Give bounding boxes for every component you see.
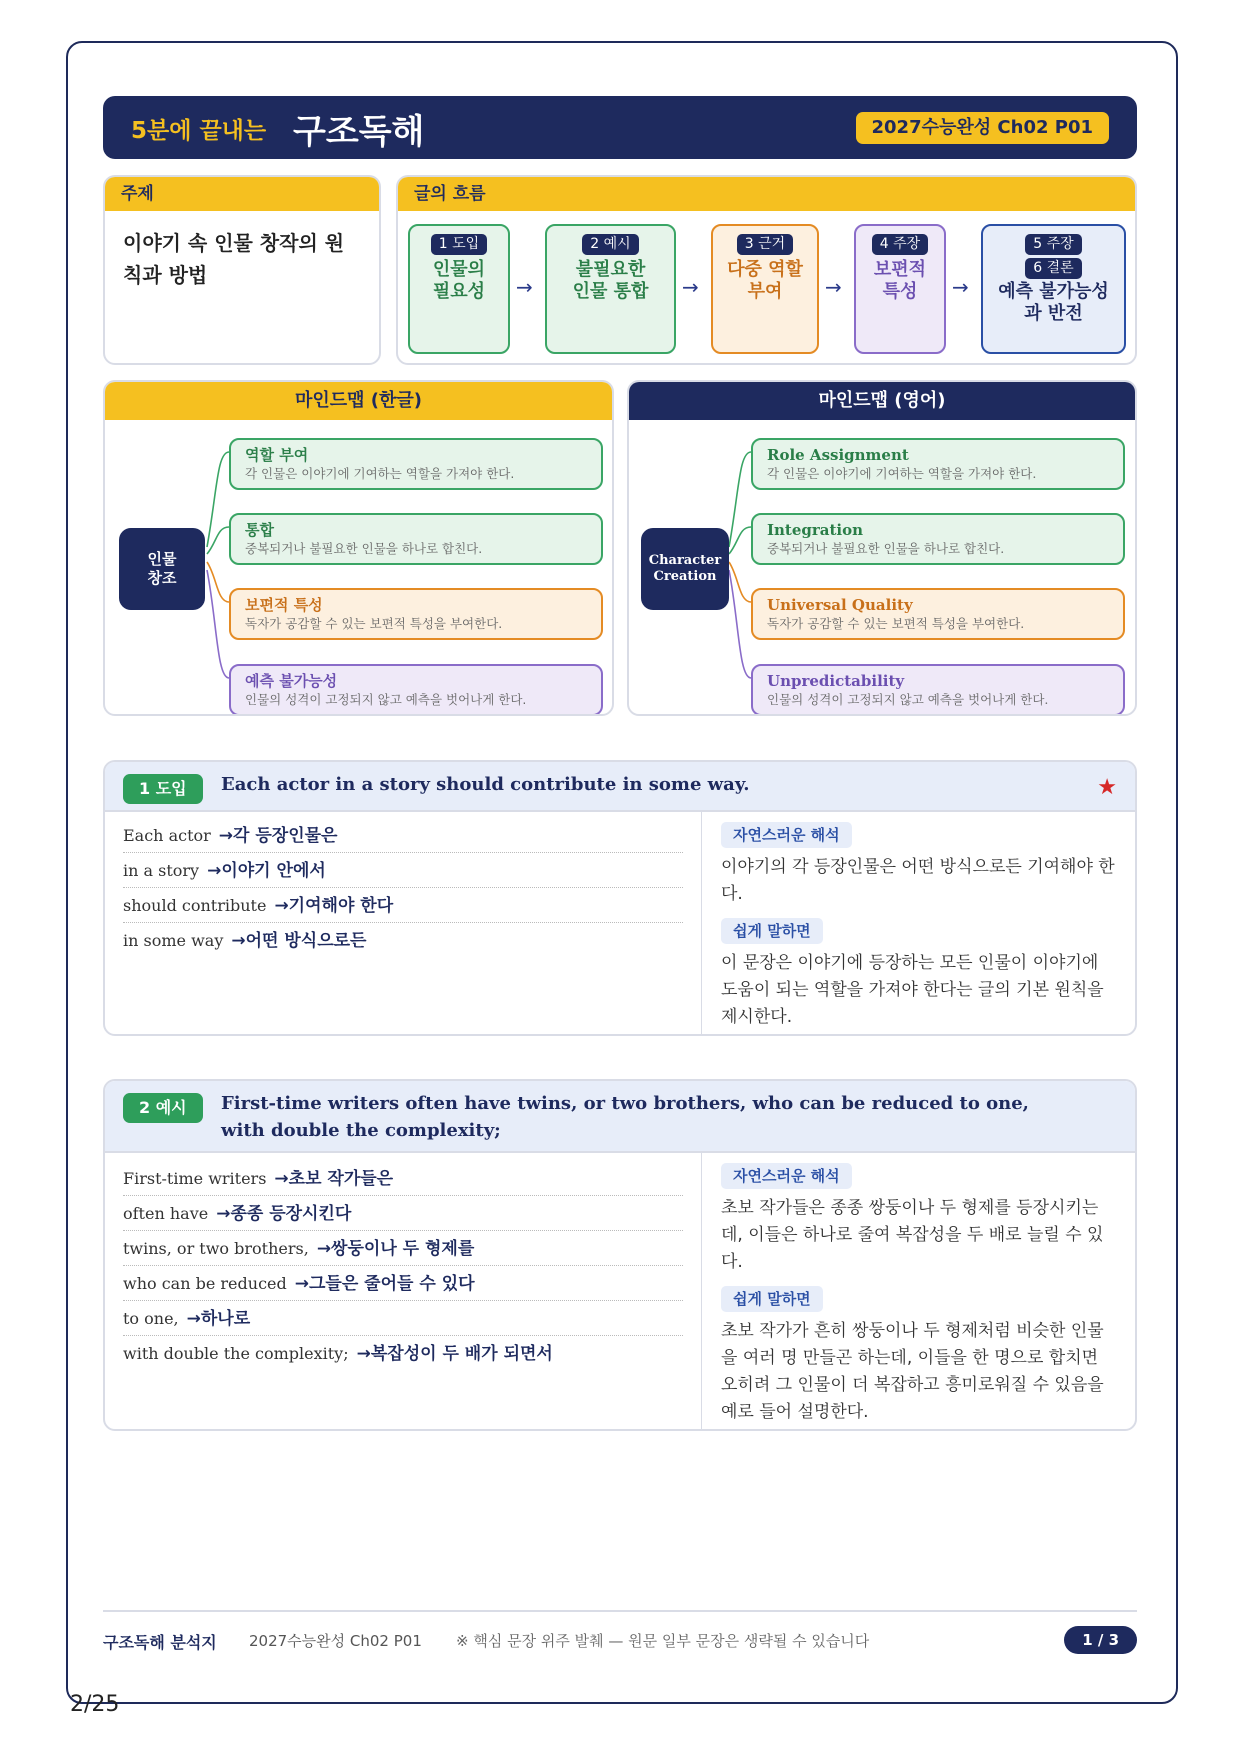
flow-step-4 xyxy=(854,224,946,354)
flow-step-tag-2: 6 결론 xyxy=(1025,258,1081,279)
chunk-ko: →하나로 xyxy=(186,1309,251,1329)
easy-label: 쉽게 말하면 xyxy=(721,1286,823,1312)
node-desc: 독자가 공감할 수 있는 보편적 특성을 부여한다. xyxy=(767,616,1025,631)
flow-step-text: 보편적 특성 xyxy=(873,259,927,302)
flow-step-2 xyxy=(545,224,676,354)
chunk-en: Each actor xyxy=(123,826,211,845)
chunk-row xyxy=(123,888,683,923)
flow-arrow-icon: → xyxy=(682,275,699,299)
chunk-row xyxy=(123,923,683,958)
node-desc: 인물의 성격이 고정되지 않고 예측을 벗어나게 한다. xyxy=(245,692,527,707)
mindmap-ko-node-2 xyxy=(229,513,603,565)
chunk-row xyxy=(123,1266,683,1301)
chunk-ko: →그들은 줄어들 수 있다 xyxy=(294,1274,475,1294)
node-title: Universal Quality xyxy=(767,596,913,614)
flow-arrow-icon: → xyxy=(516,275,533,299)
flow-arrow-icon: → xyxy=(952,275,969,299)
mindmap-en-node-4 xyxy=(751,664,1125,716)
mindmap-ko-node-4 xyxy=(229,664,603,716)
chunk-en: in some way xyxy=(123,931,224,950)
node-title: Unpredictability xyxy=(767,672,905,690)
node-title: Role Assignment xyxy=(767,446,909,464)
section-sentence: First-time writers often have twins, or two brothers, who can be reduced to one, with double the complexity; xyxy=(221,1093,1029,1141)
natural-translation: 초보 작가들은 종종 쌍둥이나 두 형제를 등장시키는데, 이들은 하나로 줄여 복잡성을 두 배로 늘릴 수 있다. xyxy=(721,1198,1104,1272)
section-number-badge: 1 도입 xyxy=(123,774,203,804)
mindmap-ko xyxy=(103,380,614,716)
sentence-section-2 xyxy=(103,1079,1137,1431)
mindmap-ko-node-1 xyxy=(229,438,603,490)
node-title: 예측 불가능성 xyxy=(245,672,338,690)
natural-label: 자연스러운 해석 xyxy=(721,1163,852,1189)
node-desc: 인물의 성격이 고정되지 않고 예측을 벗어나게 한다. xyxy=(767,692,1049,707)
chunk-ko: →초보 작가들은 xyxy=(274,1169,394,1189)
mindmap-en-title: 마인드맵 (영어) xyxy=(629,382,1135,420)
flow-step-3 xyxy=(711,224,819,354)
mindmap-en-center: Character Creation xyxy=(641,528,729,610)
flow-label: 글의 흐름 xyxy=(398,177,1135,211)
flow-step-tag: 4 주장 xyxy=(872,234,928,255)
chunk-en: often have xyxy=(123,1204,209,1223)
page-header xyxy=(103,96,1137,159)
node-desc: 중복되거나 불필요한 인물을 하나로 합친다. xyxy=(245,541,483,556)
mindmap-en-node-1 xyxy=(751,438,1125,490)
chunk-en: First-time writers xyxy=(123,1169,267,1188)
chunk-row xyxy=(123,1336,683,1371)
footer-label: 구조독해 분석지 xyxy=(103,1633,217,1652)
chunk-ko: →어떤 방식으로든 xyxy=(231,931,367,951)
chunk-row xyxy=(123,1301,683,1336)
theme-box xyxy=(103,175,381,365)
flow-box xyxy=(396,175,1137,365)
chunk-ko: →각 등장인물은 xyxy=(218,826,338,846)
easy-explanation: 초보 작가가 흔히 쌍둥이나 두 형제처럼 비슷한 인물을 여러 명 만들곤 하는데, 이들을 한 명으로 합치면 오히려 그 인물이 더 복잡하고 흥미로워질 수 있음을 예로 들어 설명한다. xyxy=(721,1321,1104,1422)
mindmap-en-node-2 xyxy=(751,513,1125,565)
section-number-badge: 2 예시 xyxy=(123,1093,203,1123)
node-desc: 각 인물은 이야기에 기여하는 역할을 가져야 한다. xyxy=(245,466,515,481)
footer-meta: 2027수능완성 Ch02 P01 xyxy=(249,1632,422,1650)
page-indicator: 1 / 3 xyxy=(1064,1626,1137,1654)
chunk-list xyxy=(105,812,702,1034)
chunk-row xyxy=(123,1231,683,1266)
chunk-en: with double the complexity; xyxy=(123,1344,349,1363)
flow-step-text: 불필요한 인물 통합 xyxy=(572,259,649,302)
node-desc: 독자가 공감할 수 있는 보편적 특성을 부여한다. xyxy=(245,616,503,631)
chunk-row xyxy=(123,853,683,888)
theme-label: 주제 xyxy=(105,177,379,211)
easy-label: 쉽게 말하면 xyxy=(721,918,823,944)
mindmap-ko-center: 인물 창조 xyxy=(119,528,205,610)
node-title: Integration xyxy=(767,521,864,539)
node-title: 통합 xyxy=(245,521,274,539)
chunk-en: in a story xyxy=(123,861,200,880)
flow-step-text: 인물의 필요성 xyxy=(432,259,486,302)
interpretation-panel xyxy=(703,1163,1135,1431)
source-badge: 2027수능완성 Ch02 P01 xyxy=(856,112,1110,144)
flow-step-text: 예측 불가능성과 반전 xyxy=(998,281,1109,324)
natural-translation: 이야기의 각 등장인물은 어떤 방식으로든 기여해야 한다. xyxy=(721,857,1115,904)
chunk-ko: →기여해야 한다 xyxy=(274,896,394,916)
node-title: 역할 부여 xyxy=(245,446,309,464)
section-sentence: Each actor in a story should contribute in some way. xyxy=(221,774,750,795)
section-header xyxy=(105,1081,1135,1153)
flow-step-tag: 2 예시 xyxy=(582,234,638,255)
chunk-ko: →복잡성이 두 배가 되면서 xyxy=(356,1344,553,1364)
flow-step-text: 다중 역할 부여 xyxy=(727,259,803,302)
theme-text: 이야기 속 인물 창작의 원칙과 방법 xyxy=(123,231,345,287)
sentence-section-1 xyxy=(103,760,1137,1036)
mindmap-en xyxy=(627,380,1137,716)
page-title: 구조독해 xyxy=(293,112,425,152)
mindmap-ko-node-3 xyxy=(229,588,603,640)
chunk-en: to one, xyxy=(123,1309,179,1328)
chunk-ko: →이야기 안에서 xyxy=(207,861,326,881)
flow-step-tag: 5 주장 xyxy=(1025,234,1081,255)
mindmap-ko-title: 마인드맵 (한글) xyxy=(105,382,612,420)
flow-arrow-icon: → xyxy=(825,275,842,299)
chunk-ko: →쌍둥이나 두 형제를 xyxy=(316,1239,475,1259)
chunk-row xyxy=(123,818,683,853)
node-desc: 중복되거나 불필요한 인물을 하나로 합친다. xyxy=(767,541,1005,556)
chunk-list xyxy=(105,1153,702,1429)
flow-step-tag: 3 근거 xyxy=(737,234,793,255)
viewer-page-counter: 2/25 xyxy=(70,1692,120,1717)
section-header xyxy=(105,762,1135,812)
flow-step-5 xyxy=(981,224,1126,354)
node-title: 보편적 특성 xyxy=(245,596,323,614)
natural-label: 자연스러운 해석 xyxy=(721,822,852,848)
header-subtitle: 5분에 끝내는 xyxy=(131,118,267,144)
chunk-row xyxy=(123,1196,683,1231)
footer-note: ※ 핵심 문장 위주 발췌 — 원문 일부 문장은 생략될 수 있습니다 xyxy=(456,1632,870,1650)
chunk-ko: →종종 등장시킨다 xyxy=(216,1204,352,1224)
mindmap-en-node-3 xyxy=(751,588,1125,640)
page-footer xyxy=(103,1610,1137,1658)
chunk-row xyxy=(123,1161,683,1196)
flow-step-tag: 1 도입 xyxy=(431,234,487,255)
star-icon: ★ xyxy=(1097,775,1117,800)
flow-step-1 xyxy=(408,224,510,354)
easy-explanation: 이 문장은 이야기에 등장하는 모든 인물이 이야기에 도움이 되는 역할을 가져야 한다는 글의 기본 원칙을 제시한다. xyxy=(721,953,1104,1027)
chunk-en: who can be reduced xyxy=(123,1274,287,1293)
interpretation-panel xyxy=(703,822,1135,1036)
node-desc: 각 인물은 이야기에 기여하는 역할을 가져야 한다. xyxy=(767,466,1037,481)
chunk-en: twins, or two brothers, xyxy=(123,1239,309,1258)
chunk-en: should contribute xyxy=(123,896,267,915)
